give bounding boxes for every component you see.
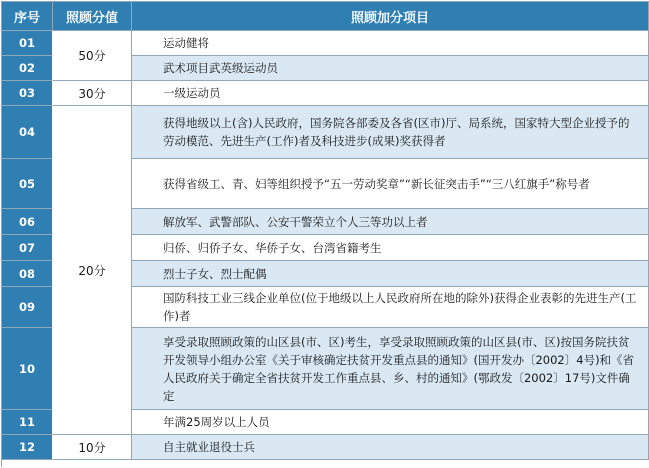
- header-item: 照顾加分项目: [132, 2, 649, 31]
- row-index: 06: [2, 209, 53, 235]
- row-index: 10: [2, 328, 53, 410]
- score-cell: 20分: [53, 106, 132, 435]
- row-index: 08: [2, 261, 53, 287]
- row-index: 05: [2, 159, 53, 209]
- row-index: 11: [2, 410, 53, 435]
- score-cell: 30分: [53, 81, 132, 106]
- item-cell: 获得省级工、青、妇等组织授予“五一劳动奖章”“新长征突击手”“三八红旗手”称号者: [132, 159, 649, 209]
- item-cell: 年满25周岁以上人员: [132, 410, 649, 435]
- bonus-points-table: [1, 1, 649, 467]
- item-cell: 自主就业退役士兵: [132, 435, 649, 460]
- item-cell: 运动健将: [132, 31, 649, 56]
- row-index: 02: [2, 56, 53, 81]
- item-cell: 武术项目武英级运动员: [132, 56, 649, 81]
- row-index: 07: [2, 235, 53, 261]
- header-index: 序号: [2, 2, 53, 31]
- score-cell: 10分: [53, 435, 132, 460]
- item-cell: 烈士子女、烈士配偶: [132, 261, 649, 287]
- item-cell: 享受录取照顾政策的山区县(市、区)考生，享受录取照顾政策的山区县(市、区)按国务院扶贫开发领导小组办公室《关于审核确定扶贫开发重点县的通知》(国开发办〔2002〕4号)和《省人民政府关于确定全省扶贫开发工作重点县、乡、村的通知》(鄂政发〔2002〕17号)文件确定: [132, 328, 649, 410]
- row-index: 12: [2, 435, 53, 460]
- row-index: 01: [2, 31, 53, 56]
- item-cell: 获得地级以上(含)人民政府，国务院各部委及各省(区市)厅、局系统，国家特大型企业授予的劳动模范、先进生产(工作)者及科技进步(成果)奖获得者: [132, 106, 649, 159]
- score-cell: 50分: [53, 31, 132, 81]
- item-cell: 国防科技工业三线企业单位(位于地级以上人民政府所在地的除外)获得企业表彰的先进生产(工作)者: [132, 287, 649, 328]
- header-score: 照顾分值: [53, 2, 132, 31]
- item-cell: 一级运动员: [132, 81, 649, 106]
- item-cell: 归侨、归侨子女、华侨子女、台湾省籍考生: [132, 235, 649, 261]
- item-cell: 解放军、武警部队、公安干警荣立个人三等功以上者: [132, 209, 649, 235]
- row-index: 09: [2, 287, 53, 328]
- row-index: 03: [2, 81, 53, 106]
- row-index: 04: [2, 106, 53, 159]
